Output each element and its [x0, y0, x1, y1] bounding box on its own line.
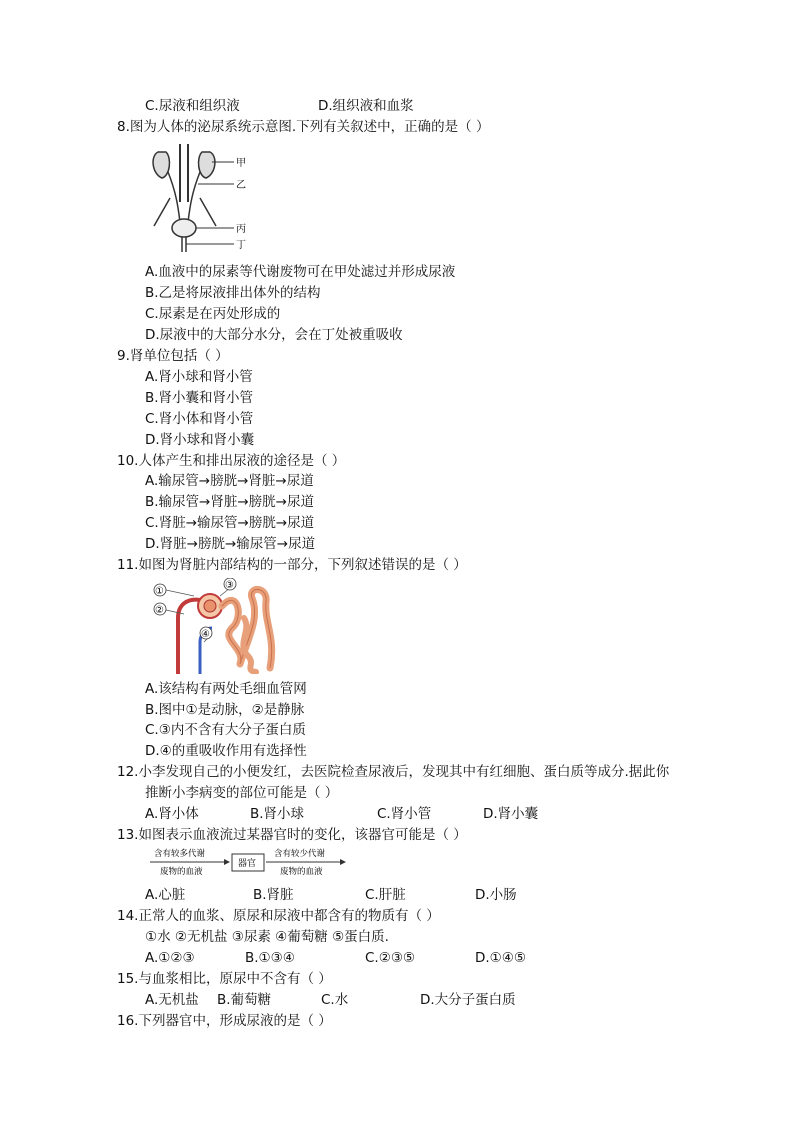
- flow-right-bottom: 废物的血液: [280, 867, 323, 877]
- urinary-system-figure: [150, 142, 250, 254]
- q11-option-b: B.图中①是动脉，②是静脉: [145, 702, 305, 718]
- q8-stem: 8.图为人体的泌尿系统示意图.下列有关叙述中，正确的是（ ）: [117, 119, 490, 135]
- q9-stem: 9.肾单位包括（ ）: [117, 348, 229, 364]
- q14-option-b: B.①③④: [245, 950, 295, 966]
- q11-option-c: C.③内不含有大分子蛋白质: [145, 722, 306, 738]
- fig-label-ding: 丁: [236, 240, 246, 251]
- q14-option-c: C.②③⑤: [365, 950, 416, 966]
- q12-stem-line2: 推断小李病变的部位可能是（ ）: [145, 785, 339, 801]
- q14-items: ①水 ②无机盐 ③尿素 ④葡萄糖 ⑤蛋白质.: [145, 929, 389, 945]
- q12-option-a: A.肾小体: [145, 806, 199, 822]
- fig-label-2: ②: [155, 605, 164, 616]
- q8-option-a: A.血液中的尿素等代谢废物可在甲处滤过并形成尿液: [145, 264, 456, 280]
- q12-option-d: D.肾小囊: [483, 806, 539, 822]
- q13-option-c: C.肝脏: [365, 887, 406, 903]
- fig-label-jia: 甲: [236, 158, 246, 169]
- fig-label-3: ③: [225, 580, 234, 591]
- q9-option-d: D.肾小球和肾小囊: [145, 432, 255, 448]
- q16-stem: 16.下列器官中，形成尿液的是（ ）: [117, 1013, 332, 1029]
- fig-label-1: ①: [155, 586, 164, 597]
- q10-option-c: C.肾脏→输尿管→膀胱→尿道: [145, 515, 315, 531]
- q10-stem: 10.人体产生和排出尿液的途径是（ ）: [117, 453, 346, 469]
- q14-option-a: A.①②③: [145, 950, 195, 966]
- q13-stem: 13.如图表示血液流过某器官时的变化，该器官可能是（ ）: [117, 827, 467, 843]
- fig-label-bing: 丙: [236, 224, 246, 235]
- q10-option-b: B.输尿管→肾脏→膀胱→尿道: [145, 494, 314, 510]
- q11-option-a: A.该结构有两处毛细血管网: [145, 681, 307, 697]
- q15-option-c: C.水: [321, 992, 349, 1008]
- fig-label-4: ④: [201, 629, 210, 640]
- nephron-figure: [148, 578, 296, 674]
- q8-option-b: B.乙是将尿液排出体外的结构: [145, 285, 321, 301]
- q10-option-d: D.肾脏→膀胱→输尿管→尿道: [145, 536, 316, 552]
- organ-flow-figure: [148, 846, 348, 878]
- q15-option-a: A.无机盐: [145, 992, 199, 1008]
- q12-option-b: B.肾小球: [250, 806, 305, 822]
- flow-left-top: 含有较多代谢: [154, 849, 206, 859]
- q9-option-c: C.肾小体和肾小管: [145, 411, 254, 427]
- q15-option-b: B.葡萄糖: [217, 992, 272, 1008]
- q13-option-d: D.小肠: [475, 887, 517, 903]
- q8-option-c: C.尿素是在丙处形成的: [145, 306, 281, 322]
- q10-option-a: A.输尿管→膀胱→肾脏→尿道: [145, 473, 314, 489]
- q9-option-a: A.肾小球和肾小管: [145, 369, 253, 385]
- q15-option-d: D.大分子蛋白质: [420, 992, 516, 1008]
- q14-option-d: D.①④⑤: [475, 950, 526, 966]
- q14-stem: 14.正常人的血浆、原尿和尿液中都含有的物质有（ ）: [117, 908, 440, 924]
- q15-stem: 15.与血浆相比，原尿中不含有（ ）: [117, 971, 332, 987]
- fig-label-yi: 乙: [236, 180, 246, 191]
- q13-option-a: A.心脏: [145, 887, 186, 903]
- q9-option-b: B.肾小囊和肾小管: [145, 390, 254, 406]
- organ-box: 器官: [238, 859, 257, 869]
- q7-option-c: C.尿液和组织液: [145, 98, 240, 114]
- flow-right-top: 含有较少代谢: [274, 849, 326, 859]
- q12-option-c: C.肾小管: [377, 806, 432, 822]
- q11-stem: 11.如图为肾脏内部结构的一部分，下列叙述错误的是（ ）: [117, 557, 467, 573]
- q13-option-b: B.肾脏: [253, 887, 294, 903]
- q8-option-d: D.尿液中的大部分水分，会在丁处被重吸收: [145, 327, 403, 343]
- q11-option-d: D.④的重吸收作用有选择性: [145, 743, 307, 759]
- q7-option-d: D.组织液和血浆: [318, 98, 414, 114]
- flow-left-bottom: 废物的血液: [160, 867, 203, 877]
- q12-stem-line1: 12.小李发现自己的小便发红，去医院检查尿液后，发现其中有红细胞、蛋白质等成分.据此你: [117, 764, 670, 780]
